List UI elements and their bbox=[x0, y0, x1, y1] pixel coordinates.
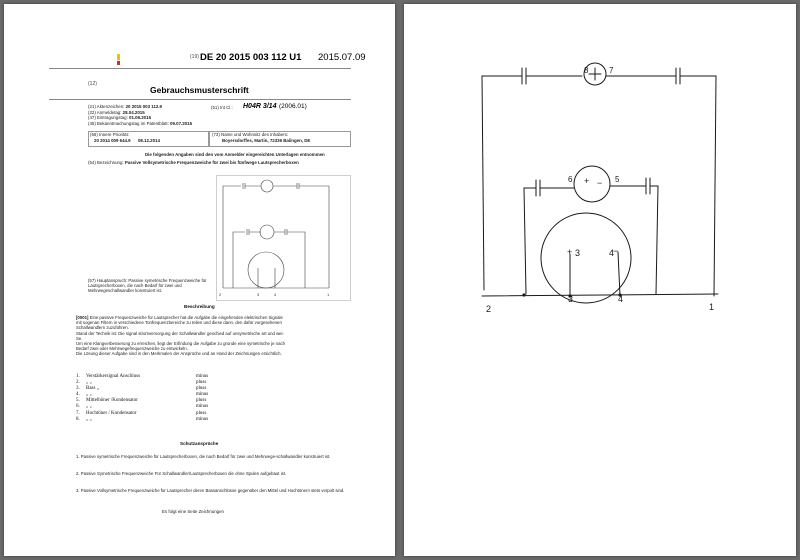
wire-top-left bbox=[482, 76, 522, 290]
legend-row: 3. Bass „ pluss bbox=[76, 386, 207, 392]
legend-list bbox=[76, 374, 208, 423]
capacitor-mid-right bbox=[646, 178, 650, 194]
description-heading: Beschreibung bbox=[184, 304, 215, 309]
claims-heading: Schutzansprüche bbox=[180, 441, 219, 446]
label-5: 5 bbox=[615, 175, 620, 184]
label-minus: − bbox=[597, 178, 603, 188]
capacitor-top-left bbox=[522, 68, 526, 84]
junction-dot bbox=[522, 293, 525, 296]
description-paragraph: [0001] Eine passive Frequenzweiche für Lautsprecher hat die Aufgabe die eingehenden elektrischen Signale mit sogenan Filtern in verschiedene Tonfrequenzbereiche zu teilen und diese dann, den dafür vorgesehenen Schallwandlern zuzuführen. Stand der Technik ist: Die signal stromversorgung der Schallwandler geschied auf unsymetrische art und wei- Se. Um eine Klangverbesserung zu erreichen, liegt der Erfindung die Aufgabe zu grunde eine symetrische je nach Bedarf zwei oder Mehrwegefrequenzweiche zu entwickeln. Die Lösung dieser Aufgabe sind in den Merkmalen der Ansprüche und an Hand der Zeichnungen ersichtlich. bbox=[76, 315, 286, 357]
drawing-thumbnail bbox=[216, 175, 351, 301]
thumb-label: 1 bbox=[327, 292, 330, 297]
ipc-label: (51) Int Cl.: bbox=[211, 105, 233, 110]
document-title: Gebrauchsmusterschrift bbox=[150, 85, 249, 95]
ipc-value: H04R 3/14 bbox=[243, 103, 277, 110]
wire-mid-right bbox=[650, 186, 658, 294]
claim-1: 1. Passive symetrische Frequenzweiche für Lautsprecherboxen, die nach Bedarf für zwei und Mehrwege-schallwandler konstruiert ist. bbox=[76, 454, 331, 459]
thumbnail-circuit bbox=[217, 176, 352, 302]
label-1: 1 bbox=[709, 302, 715, 312]
label-2: 2 bbox=[486, 304, 492, 314]
label-plus: + bbox=[584, 176, 590, 186]
label-minus-bass: − bbox=[613, 246, 619, 256]
bib-row: (22) Anmeldetag: 28.04.2015 bbox=[88, 109, 145, 115]
label-4: 4 bbox=[618, 294, 624, 304]
tweeter-plus bbox=[589, 68, 601, 80]
priority: (66) Innere Priorität: 20 2014 009 644.9 08.12.2014 bbox=[90, 132, 160, 143]
document-date: 2015.07.09 bbox=[318, 52, 366, 63]
designation: (54) Bezeichnung: Passive Vollsymetrische Frequenzweiche für zwei bis fünfwege Lautsprecherboxen bbox=[88, 160, 299, 165]
marker-yellow bbox=[117, 54, 120, 60]
bib-row: (45) Bekanntmachungstag im Patentblatt: 09.07.2015 bbox=[88, 120, 193, 126]
legend-row: 1. Verstärkersignal Anschluss minus bbox=[76, 374, 209, 379]
bib-row: (21) Aktenzeichen: 20 2015 003 112.9 bbox=[88, 104, 162, 109]
document-number: DE 20 2015 003 112 U1 bbox=[200, 52, 302, 63]
ipc-year: (2006.01) bbox=[279, 103, 307, 110]
thumb-label: 3 bbox=[257, 292, 260, 297]
claim-2: 2. Passive Symetrische Frequenzweiche Für Schallwandler/Lautsprecherboxen die ohne Spulen aufgebaut ist. bbox=[76, 471, 287, 476]
woofer-symbol bbox=[541, 213, 631, 303]
claim-3: 3. Passive Vollsymetrische Frequenzweiche für Lautsprecher deren Bassanschlüsse gegenüber den Mittel und Hochtönern stets verpolt sind. bbox=[76, 488, 345, 493]
inid-12: (12) bbox=[88, 81, 97, 87]
capacitor-top-right bbox=[676, 68, 680, 84]
bib-row: (47) Eintragungstag: 01.06.2015 bbox=[88, 115, 152, 120]
thumb-label: 2 bbox=[219, 292, 222, 297]
inid-19: (19) bbox=[190, 54, 199, 60]
thumb-label: 4 bbox=[274, 292, 277, 297]
legend-row: 8. „ „ minus bbox=[76, 416, 209, 422]
legend-row: 6. „ „ minus bbox=[76, 404, 209, 410]
legend-row: 7. Hochtöner / Kondensator pluss bbox=[76, 410, 207, 416]
capacitor-mid-left bbox=[536, 180, 540, 196]
wire-mid-left bbox=[524, 188, 536, 294]
owner: (73) Name und Wohnsitz des Inhabers: Boyersdorffes, Martin, 72336 Balingen, DE bbox=[212, 132, 311, 143]
label-plus-bass: + bbox=[567, 247, 573, 257]
legend-row: 2. „ „ pluss bbox=[76, 380, 207, 386]
label-8: 8 bbox=[584, 66, 589, 75]
label-3-inner: 3 bbox=[575, 248, 581, 258]
bib-left bbox=[88, 104, 192, 126]
abstract: (57) Hauptanspruch: Passive symetrische Frequenzweiche für Lautsprecherboxen, die nach Bedarf für zwei und Mehrwegeschallwandler konstruiert ist. bbox=[88, 278, 207, 294]
footer-note: Es folgt eine Seite Zeichnungen bbox=[162, 509, 224, 514]
wire-top-right bbox=[680, 76, 716, 296]
legend-row: 5. Mittelhöner /Kondensator pluss bbox=[76, 398, 207, 404]
notice: Die folgenden Angaben sind den vom Anmelder eingereichten Unterlagen entnommen bbox=[145, 152, 325, 157]
label-3: 3 bbox=[568, 294, 574, 304]
midrange-symbol bbox=[574, 166, 610, 202]
legend-row: 4. „ „ minus bbox=[76, 392, 209, 398]
document-page-1 bbox=[4, 4, 395, 556]
circuit-drawing bbox=[404, 4, 796, 556]
document-page-2 bbox=[404, 4, 796, 556]
marker-red bbox=[117, 61, 120, 65]
label-6: 6 bbox=[568, 175, 573, 184]
label-4-inner: 4 bbox=[609, 248, 615, 258]
label-7: 7 bbox=[609, 66, 614, 75]
wire-bottom-bus bbox=[482, 294, 718, 296]
